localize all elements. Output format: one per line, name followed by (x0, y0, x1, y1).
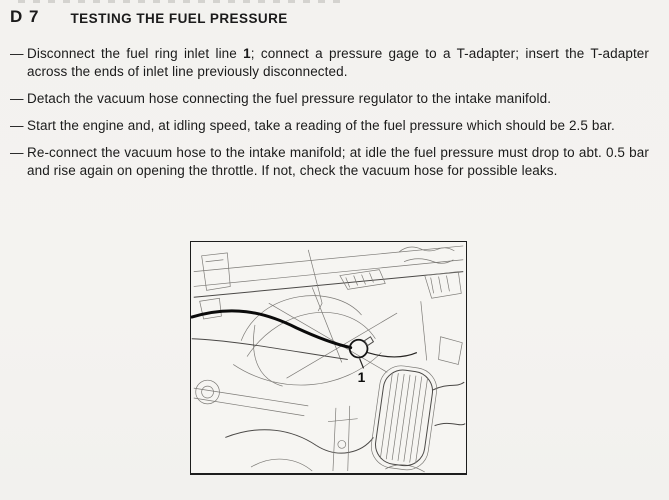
bullet-dash: — (10, 145, 24, 160)
instruction-item (10, 45, 649, 81)
page-title: TESTING THE FUEL PRESSURE (70, 11, 288, 26)
scan-artifact-edge (18, 0, 348, 3)
instruction-item (10, 117, 649, 135)
bullet-dash: — (10, 91, 24, 106)
bullet-dash: — (10, 118, 24, 133)
engine-line-drawing (191, 242, 466, 473)
figure-engine-bay (190, 241, 467, 475)
section-header (0, 0, 669, 26)
instruction-text: Detach the vacuum hose connecting the fuel pressure regulator to the intake manifold. (27, 91, 552, 106)
instruction-text: Disconnect the fuel ring inlet line 1; connect a pressure gage to a T-adapter; insert the T-adapter across the ends of inlet line previously disconnected. (27, 46, 649, 79)
section-code: D 7 (10, 7, 40, 26)
instruction-text: Re-connect the vacuum hose to the intake manifold; at idle the fuel pressure must drop to abt. 0.5 bar and rise again on opening the throttle. If not, check the vacuum hose for possible leaks. (27, 145, 649, 178)
figure-callout-1: 1 (357, 369, 366, 386)
instruction-list (0, 45, 669, 180)
instruction-item (10, 90, 649, 108)
instruction-item (10, 144, 649, 180)
bullet-dash: — (10, 46, 24, 61)
instruction-text: Start the engine and, at idling speed, take a reading of the fuel pressure which should be 2.5 bar. (27, 118, 615, 133)
